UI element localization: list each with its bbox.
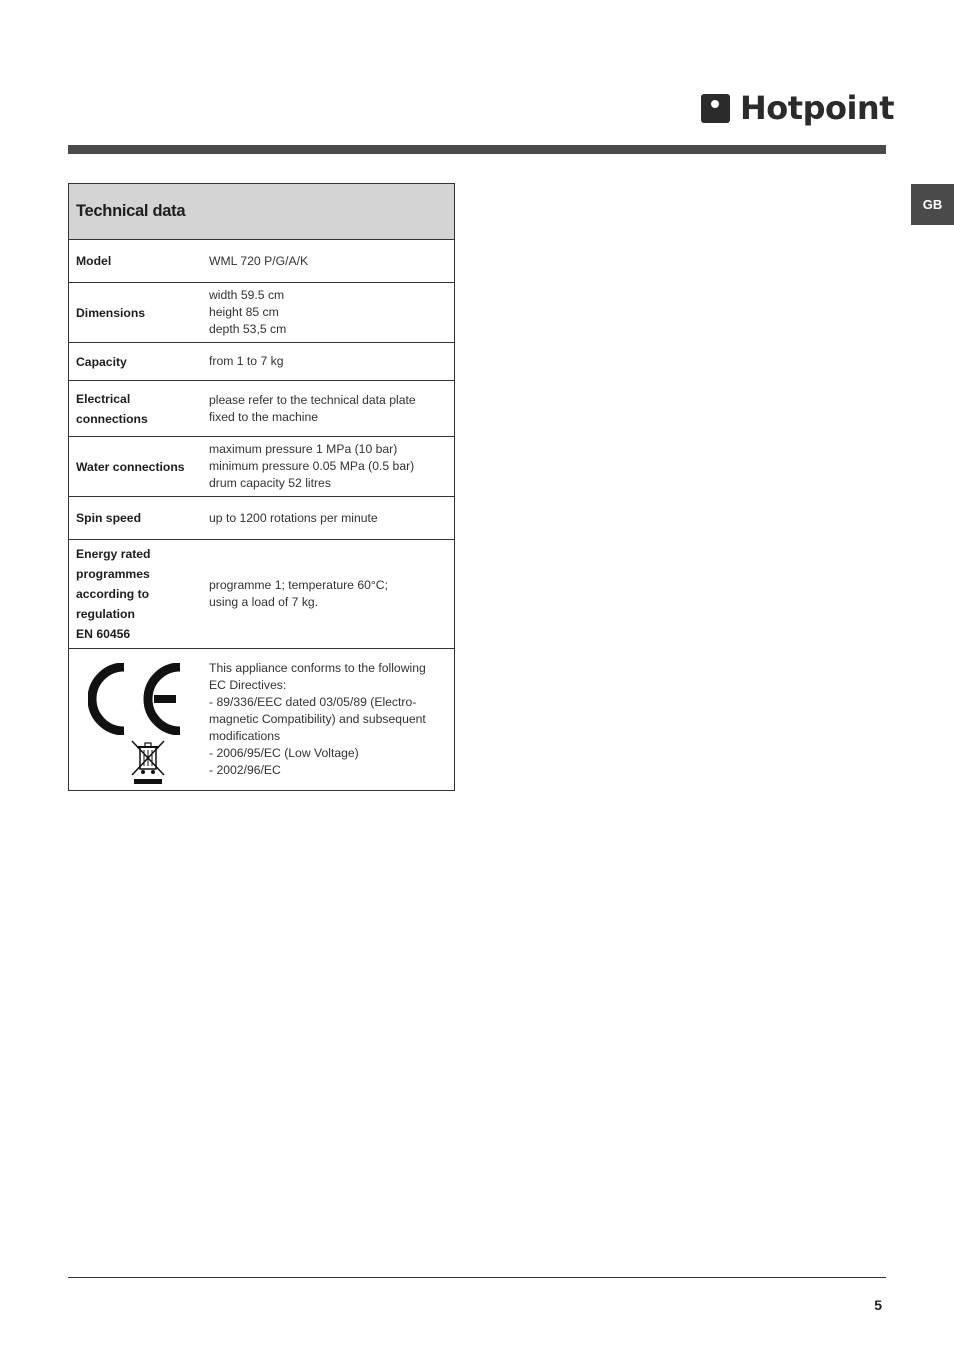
row-value: WML 720 P/G/A/K xyxy=(203,240,455,283)
table-row-capacity xyxy=(69,343,455,381)
page-number: 5 xyxy=(874,1297,882,1313)
brand-logo xyxy=(701,88,894,128)
table-title: Technical data xyxy=(69,184,455,240)
table-row-electrical xyxy=(69,381,455,437)
row-value: maximum pressure 1 MPa (10 bar) minimum pressure 0.05 MPa (0.5 bar) drum capacity 52 litres xyxy=(203,437,455,497)
language-tab: GB xyxy=(911,184,954,225)
table-row-certification xyxy=(69,649,455,791)
certification-text: This appliance conforms to the following EC Directives: - 89/336/EEC dated 03/05/89 (Electro- magnetic Compatibility) and subsequent modifications - 2006/95/EC (Low Voltage) - 2002/96/EC xyxy=(203,649,455,791)
row-label: Spin speed xyxy=(69,497,204,540)
row-label: Energy rated programmes according to regulation EN 60456 xyxy=(69,540,204,649)
table-row-dimensions xyxy=(69,283,455,343)
top-divider xyxy=(68,145,886,154)
bottom-divider xyxy=(68,1277,886,1278)
weee-crossed-bin-icon xyxy=(130,739,166,785)
technical-data-table xyxy=(68,183,455,791)
row-label: Dimensions xyxy=(69,283,204,343)
row-value: up to 1200 rotations per minute xyxy=(203,497,455,540)
table-row-water xyxy=(69,437,455,497)
ce-mark-icon xyxy=(88,663,182,735)
certification-marks xyxy=(69,649,204,791)
brand-name: Hotpoint xyxy=(740,89,894,127)
row-label: Water connections xyxy=(69,437,204,497)
table-row-model xyxy=(69,240,455,283)
row-value: width 59.5 cm height 85 cm depth 53,5 cm xyxy=(203,283,455,343)
row-label: Capacity xyxy=(69,343,204,381)
row-label: Model xyxy=(69,240,204,283)
table-row-spin xyxy=(69,497,455,540)
row-value: from 1 to 7 kg xyxy=(203,343,455,381)
table-row-energy xyxy=(69,540,455,649)
row-label: Electrical connections xyxy=(69,381,204,437)
row-value: programme 1; temperature 60°C; using a load of 7 kg. xyxy=(203,540,455,649)
row-value: please refer to the technical data plate fixed to the machine xyxy=(203,381,455,437)
hotpoint-logo-icon xyxy=(701,94,730,123)
